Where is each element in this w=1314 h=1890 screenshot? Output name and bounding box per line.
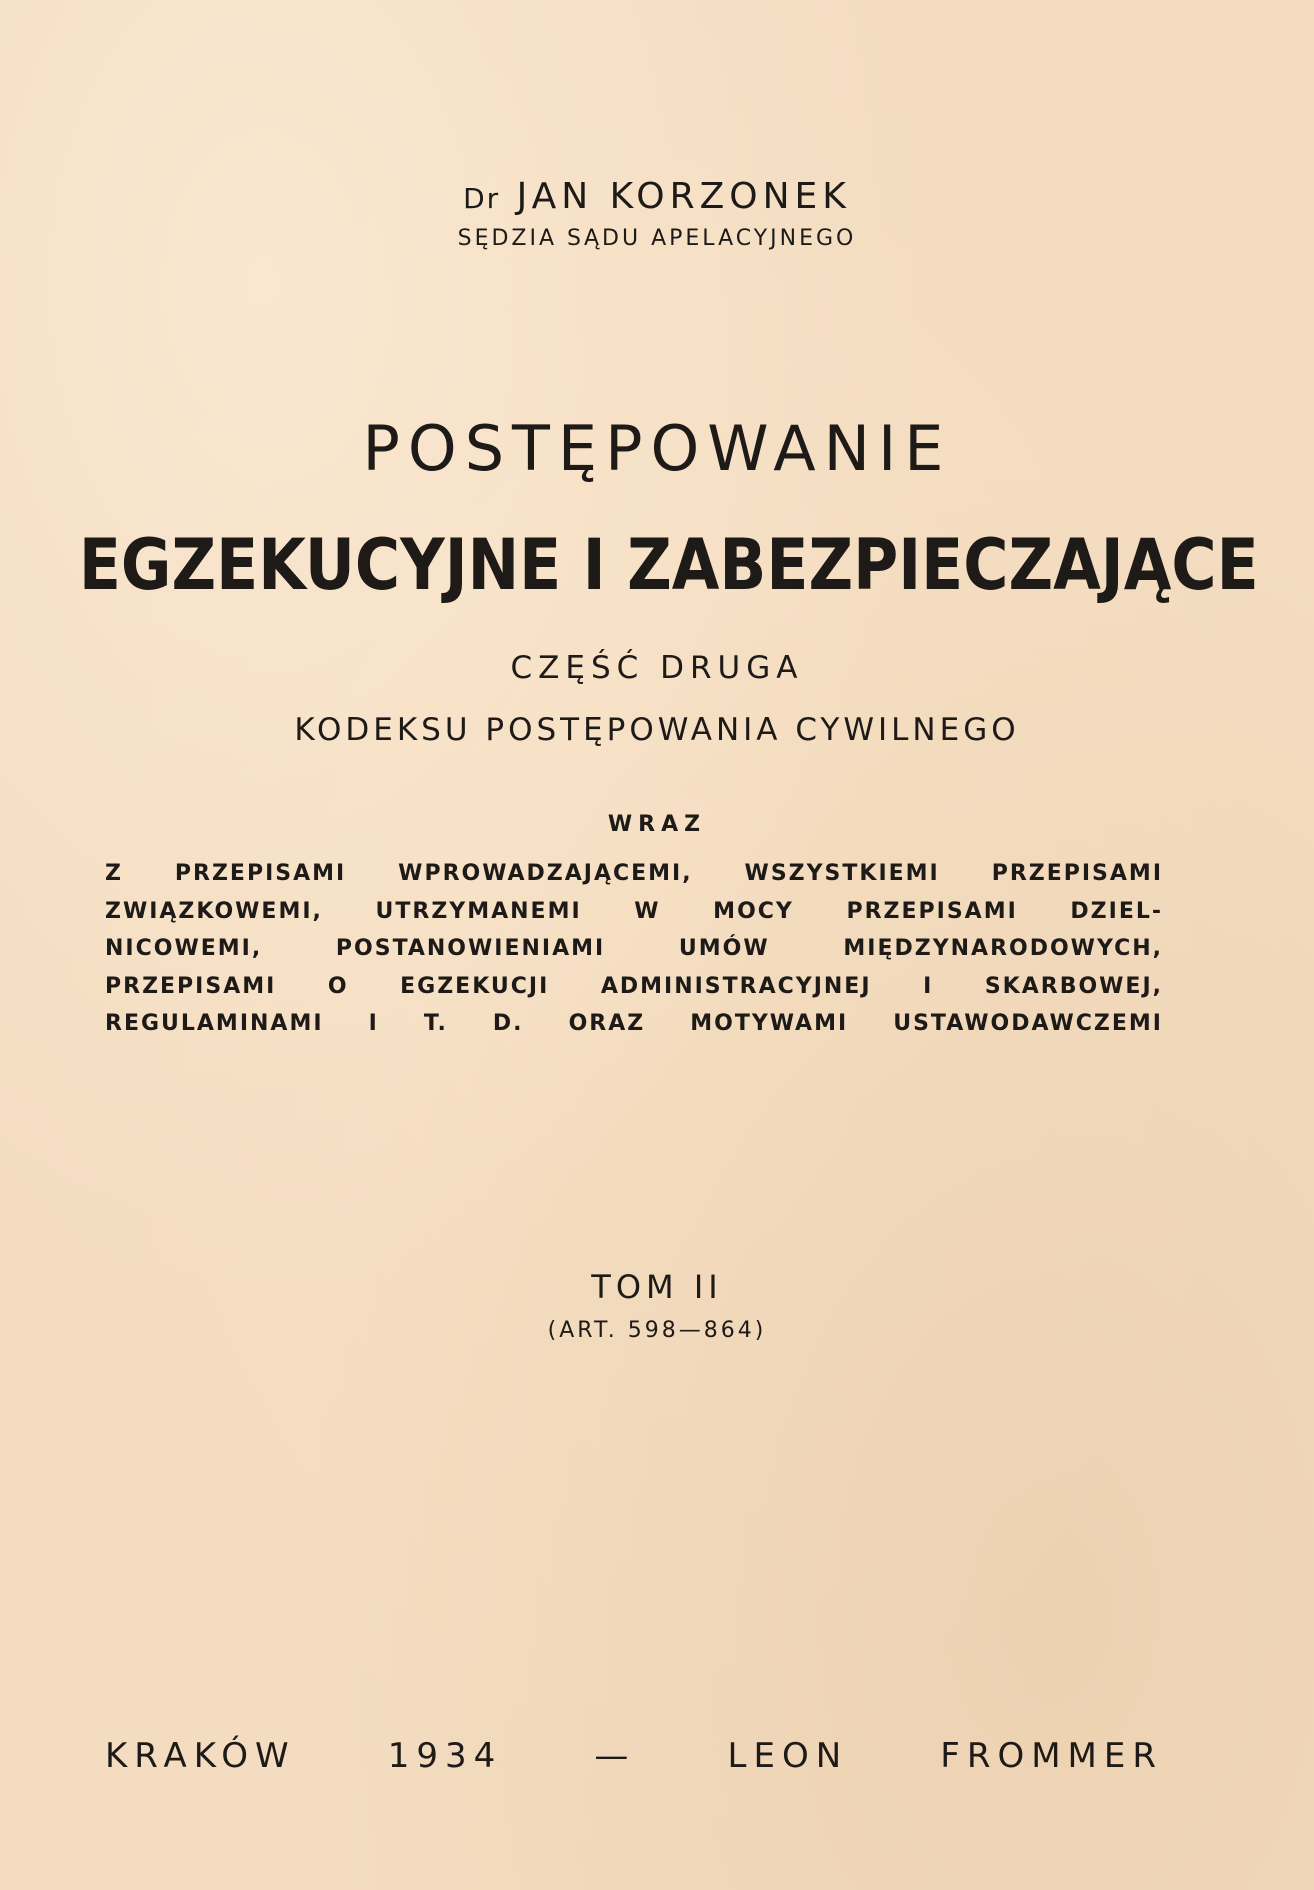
imprint-publisher: LEON FROMMER <box>727 1736 1163 1776</box>
volume-label: TOM II <box>591 1268 723 1306</box>
author-full-name: JAN KORZONEK <box>516 176 851 217</box>
title-line-1: POSTĘPOWANIE <box>362 412 952 485</box>
author-position: SĘDZIA SĄDU APELACYJNEGO <box>457 226 857 251</box>
author-name <box>0 176 1314 217</box>
supplement-line: ZWIĄZKOWEMI, UTRZYMANEMI W MOCY PRZEPISAMI DZIEL- <box>105 898 1163 924</box>
subtitle-line-2: KODEKSU POSTĘPOWANIA CYWILNEGO <box>294 712 1020 748</box>
subtitle-line-1: CZĘŚĆ DRUGA <box>510 650 804 686</box>
supplement-heading: WRAZ <box>607 812 707 837</box>
author-prefix: Dr <box>463 182 501 215</box>
imprint-separator: — <box>594 1736 636 1776</box>
title-line-2: EGZEKUCYJNE I ZABEZPIECZAJĄCE <box>78 524 1259 606</box>
supplement-description <box>105 855 1163 1043</box>
supplement-line: PRZEPISAMI O EGZEKUCJI ADMINISTRACYJNEJ I SKARBOWEJ, <box>105 973 1163 999</box>
supplement-line: NICOWEMI, POSTANOWIENIAMI UMÓW MIĘDZYNARODOWYCH, <box>105 936 1163 961</box>
imprint-place-year: KRAKÓW 1934 <box>105 1736 503 1776</box>
volume-range: (ART. 598—864) <box>547 1318 767 1343</box>
imprint <box>105 1736 1163 1776</box>
supplement-line: Z PRZEPISAMI WPROWADZAJĄCEMI, WSZYSTKIEMI PRZEPISAMI <box>105 861 1163 886</box>
supplement-line: REGULAMINAMI I T. D. ORAZ MOTYWAMI USTAWODAWCZEMI <box>105 1011 1163 1036</box>
